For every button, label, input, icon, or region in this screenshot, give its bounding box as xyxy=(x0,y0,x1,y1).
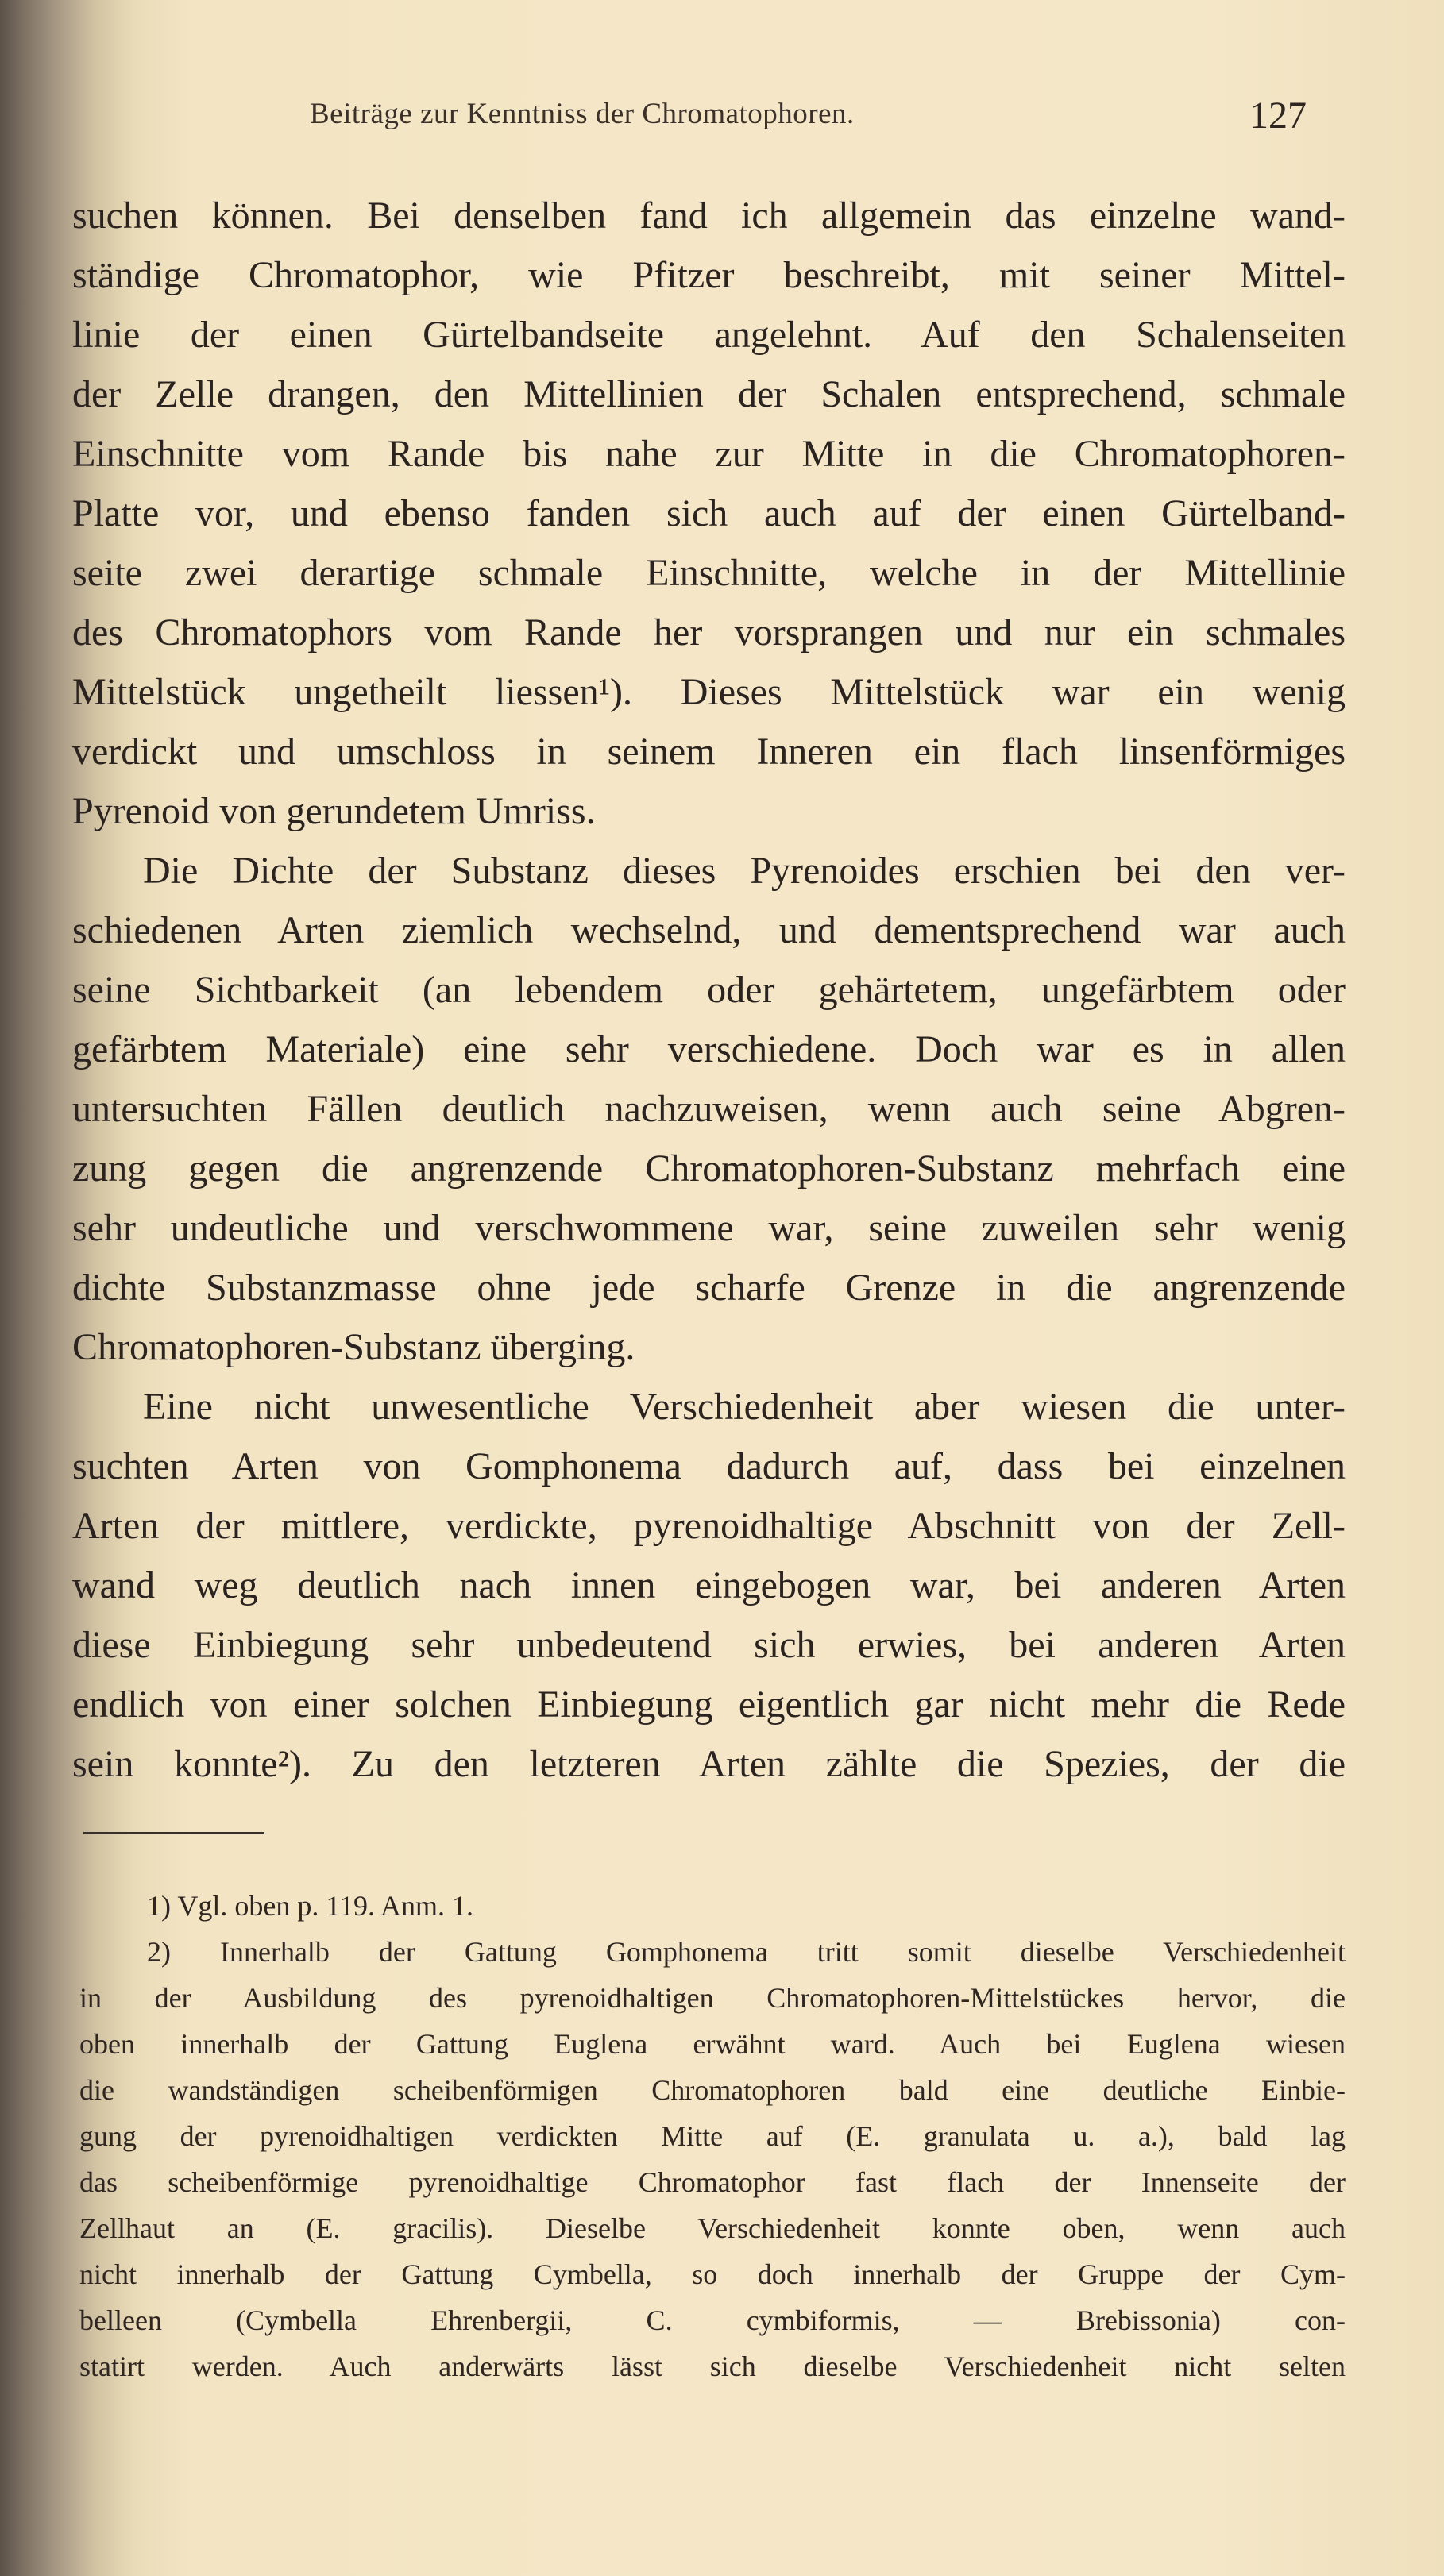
footnote-line: Zellhaut an (E. gracilis). Dieselbe Verschiedenheit konnte oben, wenn auch xyxy=(79,2212,1346,2244)
footnote-line: in der Ausbildung des pyrenoidhaltigen Chromatophoren-Mittelstückes hervor, die xyxy=(79,1982,1346,2014)
footnote-line: gung der pyrenoidhaltigen verdickten Mitte auf (E. granulata u. a.), bald lag xyxy=(79,2120,1346,2152)
body-line: Die Dichte der Substanz dieses Pyrenoides erschien bei den ver- xyxy=(143,850,1346,892)
body-line: untersuchten Fällen deutlich nachzuweisen, wenn auch seine Abgren- xyxy=(72,1088,1346,1130)
body-line: Eine nicht unwesentliche Verschiedenheit aber wiesen die unter- xyxy=(143,1386,1346,1428)
body-line: dichte Substanzmasse ohne jede scharfe Grenze in die angrenzende xyxy=(72,1267,1346,1309)
body-line: Pyrenoid von gerundetem Umriss. xyxy=(72,790,596,832)
page-number: 127 xyxy=(1249,94,1307,137)
body-line: schiedenen Arten ziemlich wechselnd, und dementsprechend war auch xyxy=(72,909,1346,951)
body-line: sein konnte²). Zu den letzteren Arten zählte die Spezies, der die xyxy=(72,1743,1346,1785)
body-line: Chromatophoren-Substanz überging. xyxy=(72,1326,635,1368)
body-line: des Chromatophors vom Rande her vorsprangen und nur ein schmales xyxy=(72,611,1346,654)
footnote-line: das scheibenförmige pyrenoidhaltige Chromatophor fast flach der Innenseite der xyxy=(79,2166,1346,2198)
body-line: linie der einen Gürtelbandseite angelehnt. Auf den Schalenseiten xyxy=(72,314,1346,356)
body-line: Arten der mittlere, verdickte, pyrenoidhaltige Abschnitt von der Zell- xyxy=(72,1505,1346,1547)
body-line: verdickt und umschloss in seinem Inneren ein flach linsenförmiges xyxy=(72,731,1346,773)
footnote-line: belleen (Cymbella Ehrenbergii, C. cymbiformis, — Brebissonia) con- xyxy=(79,2304,1346,2336)
body-line: Einschnitte vom Rande bis nahe zur Mitte in die Chromatophoren- xyxy=(72,433,1346,475)
running-title: Beiträge zur Kenntniss der Chromatophoren. xyxy=(310,98,855,130)
footnote-line: die wandständigen scheibenförmigen Chromatophoren bald eine deutliche Einbie- xyxy=(79,2074,1346,2106)
body-line: diese Einbiegung sehr unbedeutend sich erwies, bei anderen Arten xyxy=(72,1624,1346,1666)
body-line: suchen können. Bei denselben fand ich allgemein das einzelne wand- xyxy=(72,195,1346,237)
body-line: gefärbtem Materiale) eine sehr verschiedene. Doch war es in allen xyxy=(72,1028,1346,1070)
footnote-line: 1) Vgl. oben p. 119. Anm. 1. xyxy=(147,1890,473,1922)
footnote-rule xyxy=(83,1832,264,1834)
body-line: ständige Chromatophor, wie Pfitzer beschreibt, mit seiner Mittel- xyxy=(72,254,1346,296)
body-line: endlich von einer solchen Einbiegung eigentlich gar nicht mehr die Rede xyxy=(72,1683,1346,1726)
body-line: zung gegen die angrenzende Chromatophoren-Substanz mehrfach eine xyxy=(72,1147,1346,1190)
body-line: Mittelstück ungetheilt liessen¹). Dieses Mittelstück war ein wenig xyxy=(72,671,1346,713)
body-line: der Zelle drangen, den Mittellinien der Schalen entsprechend, schmale xyxy=(72,373,1346,415)
footnote-line: 2) Innerhalb der Gattung Gomphonema tritt somit dieselbe Verschiedenheit xyxy=(147,1936,1346,1968)
body-line: wand weg deutlich nach innen eingebogen war, bei anderen Arten xyxy=(72,1564,1346,1606)
footnote-line: oben innerhalb der Gattung Euglena erwähnt ward. Auch bei Euglena wiesen xyxy=(79,2028,1346,2060)
footnote-line: nicht innerhalb der Gattung Cymbella, so doch innerhalb der Gruppe der Cym- xyxy=(79,2258,1346,2290)
footnote-line: statirt werden. Auch anderwärts lässt sich dieselbe Verschiedenheit nicht selten xyxy=(79,2350,1346,2382)
body-line: seite zwei derartige schmale Einschnitte, welche in der Mittellinie xyxy=(72,552,1346,594)
body-line: suchten Arten von Gomphonema dadurch auf, dass bei einzelnen xyxy=(72,1445,1346,1487)
body-line: sehr undeutliche und verschwommene war, seine zuweilen sehr wenig xyxy=(72,1207,1346,1249)
body-line: Platte vor, und ebenso fanden sich auch auf der einen Gürtelband- xyxy=(72,492,1346,534)
body-line: seine Sichtbarkeit (an lebendem oder gehärtetem, ungefärbtem oder xyxy=(72,969,1346,1011)
